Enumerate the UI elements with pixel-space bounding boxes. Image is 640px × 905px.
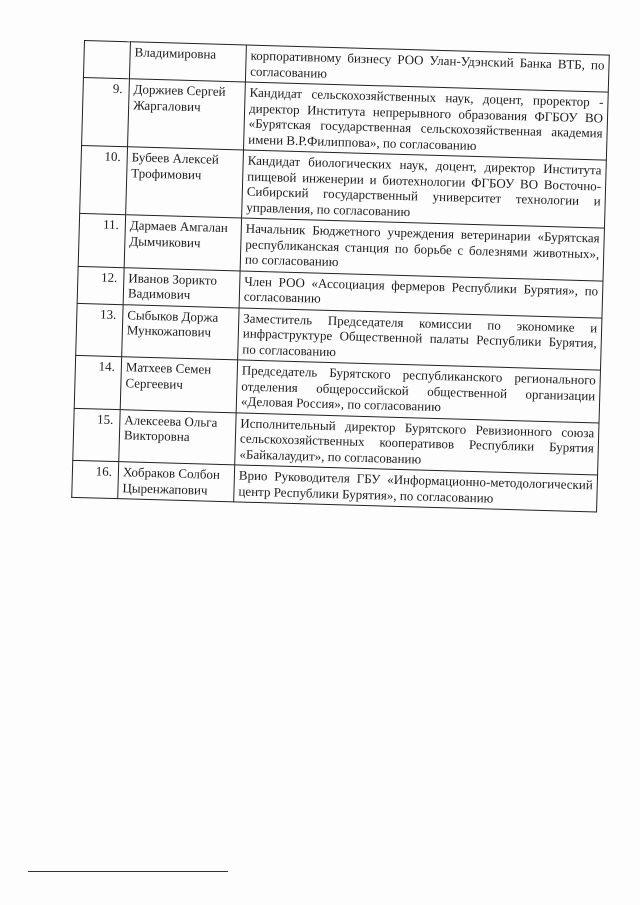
member-position: Член РОО «Ассоциация фермеров Республики Бурятия», по согласованию: [239, 270, 603, 317]
row-number: 15.: [73, 408, 120, 462]
member-position: корпоративному бизнесу РОО Улан-Удэнский Банка ВТБ, по согласованию: [245, 45, 609, 92]
members-table-body: [72, 41, 610, 512]
member-name: Бубеев Алексей Трофимович: [126, 147, 244, 218]
member-name: Дармаев Амгалан Дымчикович: [124, 215, 241, 271]
member-name: Доржиев Сергей Жаргалович: [128, 79, 246, 150]
member-position: Врио Руководителя ГБУ «Информационно-методологический центр Республики Бурятия», по согласованию: [234, 465, 598, 512]
member-name: Владимировна: [129, 42, 246, 82]
member-position: Кандидат сельскохозяйственных наук, доцент, проректор - директор Института непрерывного образования ФГБОУ ВО «Бурятская государственная сельскохозяйственная академия имени В.Р.Филиппова», по согласованию: [243, 82, 608, 160]
members-table: [71, 40, 610, 513]
member-name: Сыбыков Доржа Мункожапович: [122, 304, 239, 360]
member-name: Хобраков Солбон Цыренжапович: [118, 462, 235, 502]
row-number: 13.: [76, 303, 123, 357]
member-name: Иванов Зорикто Вадимович: [123, 267, 240, 307]
member-position: Начальник Бюджетного учреждения ветеринарии «Бурятская республиканская станция по борьбе с болезнями животных», по согласованию: [240, 218, 604, 281]
member-position: Председатель Бурятского республиканского регионального отделения общероссийской общественной организации «Деловая Россия», по согласованию: [236, 360, 600, 423]
row-number: 9.: [82, 77, 130, 146]
row-number: 11.: [78, 213, 125, 267]
row-number: 14.: [74, 355, 121, 409]
row-number: 10.: [80, 145, 128, 214]
member-position: Кандидат биологических наук, доцент, директор Института пищевой инженерии и биотехнологии ФГБОУ ВО Восточно-Сибирский государственный университет технологии и управления, по согласованию: [242, 150, 607, 228]
member-position: Заместитель Председателя комиссии по экономике и инфраструктуре Общественной палаты Республики Бурятия, по согласованию: [238, 307, 602, 370]
row-number: [83, 41, 130, 79]
member-name: Матхеев Семен Сергеевич: [120, 357, 237, 413]
member-name: Алексеева Ольга Викторовна: [119, 409, 236, 465]
row-number: 12.: [77, 266, 124, 304]
row-number: 16.: [72, 460, 119, 498]
member-position: Исполнительный директор Бурятского Ревизионного союза сельскохозяйственных кооперативов Республики Бурятия «Байкалаудит», по согласованию: [235, 412, 599, 475]
footnote-separator-line: [28, 871, 228, 872]
